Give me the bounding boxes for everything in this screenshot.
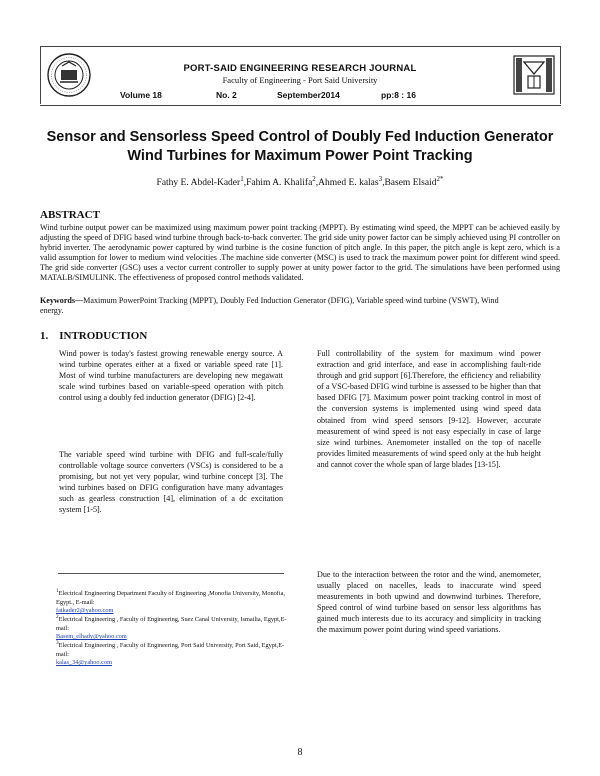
footnote-rule (58, 573, 284, 574)
author-name: Fahim A. Khalifa (246, 178, 313, 189)
author-list: Fathy E. Abdel-Kader$^1$,Fahim A. Khalifa$^2$,Ahmed E. kalas$^3$,Basem Elsaid$^{2*}$ (156, 175, 444, 189)
keywords (40, 296, 510, 316)
footnote-3 (56, 639, 288, 668)
author-affiliation-mark: 2 (312, 175, 316, 183)
author-affiliation-mark: 1 (240, 175, 244, 183)
footnote-mark: 1 (56, 588, 59, 594)
footnote-2 (56, 613, 288, 642)
footnote-email-link[interactable]: kalas_34@yahoo.com (56, 659, 112, 667)
paper-title-line2: Wind Turbines for Maximum Power Point Tracking (127, 148, 473, 164)
footnote-1 (56, 587, 288, 616)
footnote-email-link[interactable]: fatkader2@yahoo.com (56, 607, 114, 615)
journal-title: PORT-SAID ENGINEERING RESEARCH JOURNAL (183, 63, 417, 74)
footnote-mark: 2 (56, 614, 59, 620)
journal-date: September2014 (277, 90, 340, 100)
abstract-heading: ABSTRACT (40, 209, 100, 221)
intro-col1-para2: The variable speed wind turbine with DFIG and full-scale/fully controllable voltage source converters (VSCs) is considered to be a promising, but not yet very popular, wind turbine concept [3]. The wind turbines based on DFIG configuration have many advantages such as gearless construction [4], elimination of a dc excitation system [1-5]. (59, 450, 283, 515)
keywords-text: Maximum PowerPoint Tracking (MPPT), Doubly Fed Induction Generator (DFIG), Variable speed wind turbine (VSWT), Wind energy. (40, 296, 499, 316)
section-title: INTRODUCTION (59, 330, 148, 342)
journal-number: No. 2 (216, 90, 237, 100)
footnote-mark: 3 (56, 640, 59, 646)
intro-col1-para1: Wind power is today's fastest growing renewable energy source. A wind turbine operates either at a fixed or variable speed rate [1]. Most of wind turbine manufacturers are developing new megawatt scale wind turbines based on variable-speed operation with pitch control using a doubly fed induction generator (DFIG) [2-4]. (59, 349, 283, 403)
footnote-text: Electrical Engineering , Faculty of Engineering, Port Said University, Port Said, Egypt,E-mail: (56, 642, 285, 658)
author-name: Fathy E. Abdel-Kader (156, 178, 241, 189)
journal-faculty: Faculty of Engineering - Port Said University (222, 75, 378, 85)
paper-title (0, 128, 600, 166)
paper-title-line1: Sensor and Sensorless Speed Control of Doubly Fed Induction Generator (46, 129, 554, 145)
journal-pages: pp:8 : 16 (381, 90, 416, 100)
author-affiliation-mark: 2* (436, 175, 444, 183)
footnote-text: Electrical Engineering , Faculty of Engineering, Suez Canal University, Ismailia, Egypt,E-mail: (56, 616, 287, 632)
section-number: 1. (40, 330, 49, 342)
intro-col2-para1: Full controllability of the system for maximum wind power extraction and grid interface, and ease in accomplishing fault-ride through and grid support [6].Therefore, the efficiency and reliability of a VSC-based DFIG wind turbine is assessed to be higher than that based DFIG [7]. Maximum power point tracking control in most of the conversion systems is implemented using wind speed data obtained from wind speed sensors [9-12]. However, accurate measurement of wind speed is not easy especially in case of large size wind turbines. Anemometer installed on the top of nacelle provides limited measurements of wind speed only at the hub height and cannot cover the whole span of large blades [13-15]. (317, 349, 541, 469)
abstract-text: Wind turbine output power can be maximized using maximum power point tracking (MPPT). By estimating wind speed, the MPPT can be achieved easily by adjusting the speed of DFIG based wind turbine through back-to-back converter. The grid side unity power factor can be simply achieved using PI controller on hybrid inverter. The aerodynamic power captured by wind turbine is the cosine function of pitch angle. In this paper, the pitch angle is kept zero, which is a valid assumption for lower to medium wind velocities .The machine side converter (MSC) is used to track the maximum power point for different wind speed. The grid side converter (GSC) uses a vector current controller to supply power at unity power factor to the grid. The simulations have been performed using MATALB/SIMULINK. The effectiveness of proposed control methods validated. (40, 223, 560, 283)
page-number: 8 (297, 747, 303, 758)
author-name: Basem Elsaid (384, 178, 437, 189)
section-heading-introduction (40, 330, 147, 342)
intro-col2-para2: Due to the interaction between the rotor and the wind, anemometer, usually placed on nacelles, leads to inaccurate wind speed measurements in both upwind and downwind turbines. Therefore, Speed control of wind turbine based on sensor less algorithms has gained much interests due to its accuracy and simplicity in tracking the maximum power point during wind speed variations. (317, 570, 541, 635)
author-name: Ahmed E. kalas (318, 178, 379, 189)
footnote-text: Electrical Engineering Department Faculty of Engineering ,Monofia University, Monofia, Egypt., E-mail: (56, 590, 286, 606)
journal-volume: Volume 18 (120, 90, 162, 100)
keywords-label: Keywords (40, 296, 76, 305)
keywords-dash: — (75, 296, 84, 305)
footnote-email-link[interactable]: Basem_elhady@yahoo.com (56, 633, 127, 641)
author-affiliation-mark: 3 (378, 175, 383, 183)
